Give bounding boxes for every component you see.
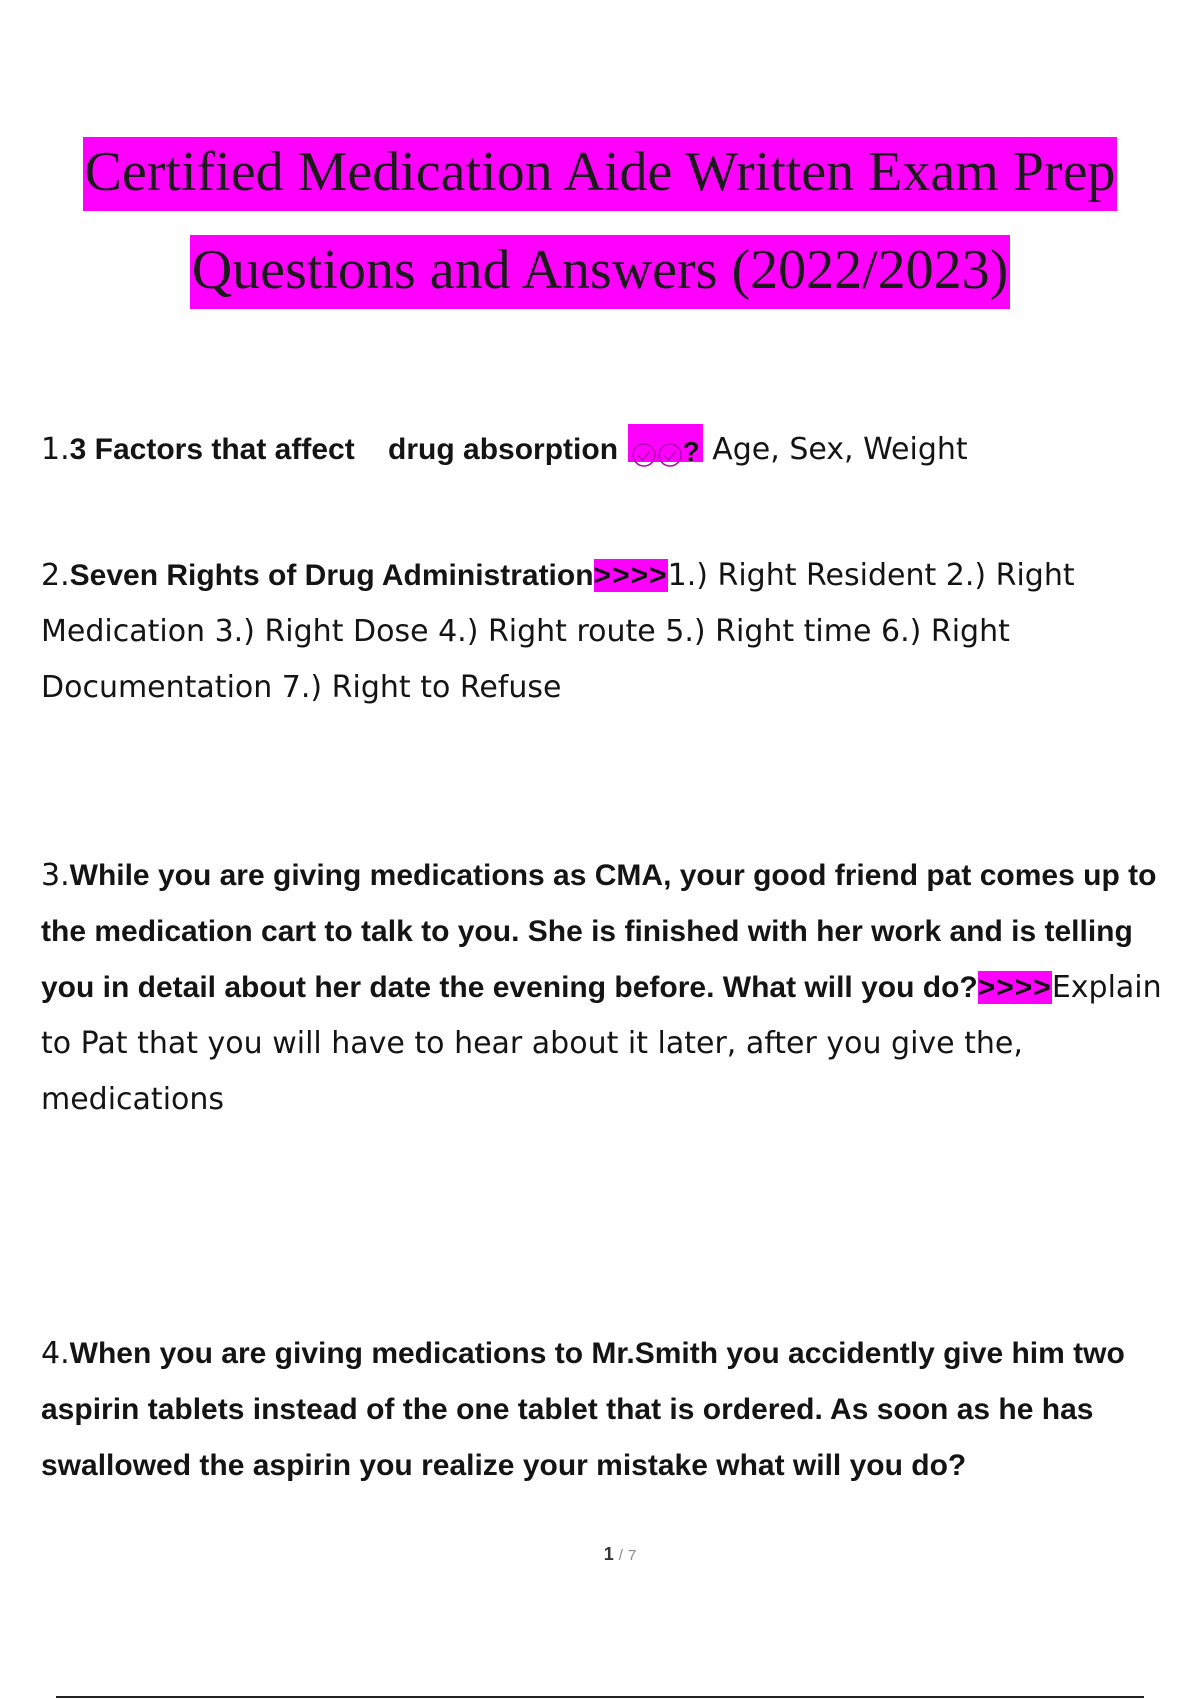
page-bottom-rule bbox=[56, 1696, 1144, 1698]
document-title-line-1 bbox=[0, 141, 1200, 203]
total-pages: 7 bbox=[627, 1547, 637, 1564]
question-text: Seven Rights of Drug Administration bbox=[69, 559, 594, 592]
question-text: 3 Factors that affect drug absorption bbox=[69, 433, 619, 466]
question-number: 2. bbox=[41, 558, 70, 593]
question-number: 3. bbox=[41, 858, 70, 893]
question-number: 4. bbox=[41, 1336, 70, 1371]
question-mark: ? bbox=[682, 436, 700, 467]
question-number: 1. bbox=[41, 432, 70, 467]
question-item bbox=[41, 848, 1191, 1128]
current-page-number: 1 bbox=[603, 1544, 614, 1564]
check-circle-icon bbox=[631, 442, 657, 468]
answer-text: Age, Sex, Weight bbox=[712, 432, 968, 467]
title-line-2-text: Questions and Answers (2022/2023) bbox=[190, 235, 1011, 309]
answer-text: Explain to Pat that you will have to hear about it later, after you give the, medications bbox=[41, 970, 1162, 1117]
check-circle-icon bbox=[657, 442, 683, 468]
question-item bbox=[41, 422, 1191, 478]
answer-separator-marker bbox=[628, 424, 703, 467]
question-text: When you are giving medications to Mr.Smith you accidently give him two aspirin tablets instead of the one tablet that is ordered. As soon as he has swallowed the aspirin you realize your mistake what will you do? bbox=[41, 1337, 1125, 1482]
question-item bbox=[41, 548, 1191, 716]
answer-text: 1.) Right Resident 2.) Right Medication 3.) Right Dose 4.) Right route 5.) Right time 6.) Right Documentation 7.) Right to Refuse bbox=[41, 558, 1075, 705]
title-line-1-text: Certified Medication Aide Written Exam Prep bbox=[83, 137, 1118, 211]
question-item bbox=[41, 1326, 1191, 1494]
page-indicator bbox=[0, 1544, 1200, 1565]
page-separator: / bbox=[618, 1547, 623, 1564]
document-title-line-2 bbox=[0, 239, 1200, 301]
question-text: While you are giving medications as CMA, your good friend pat comes up to the medication cart to talk to you. She is finished with her work and is telling you in detail about her date the evening before. What will you do? bbox=[41, 859, 1157, 1004]
answer-separator: >>>> bbox=[593, 559, 668, 592]
answer-separator: >>>> bbox=[977, 971, 1052, 1004]
